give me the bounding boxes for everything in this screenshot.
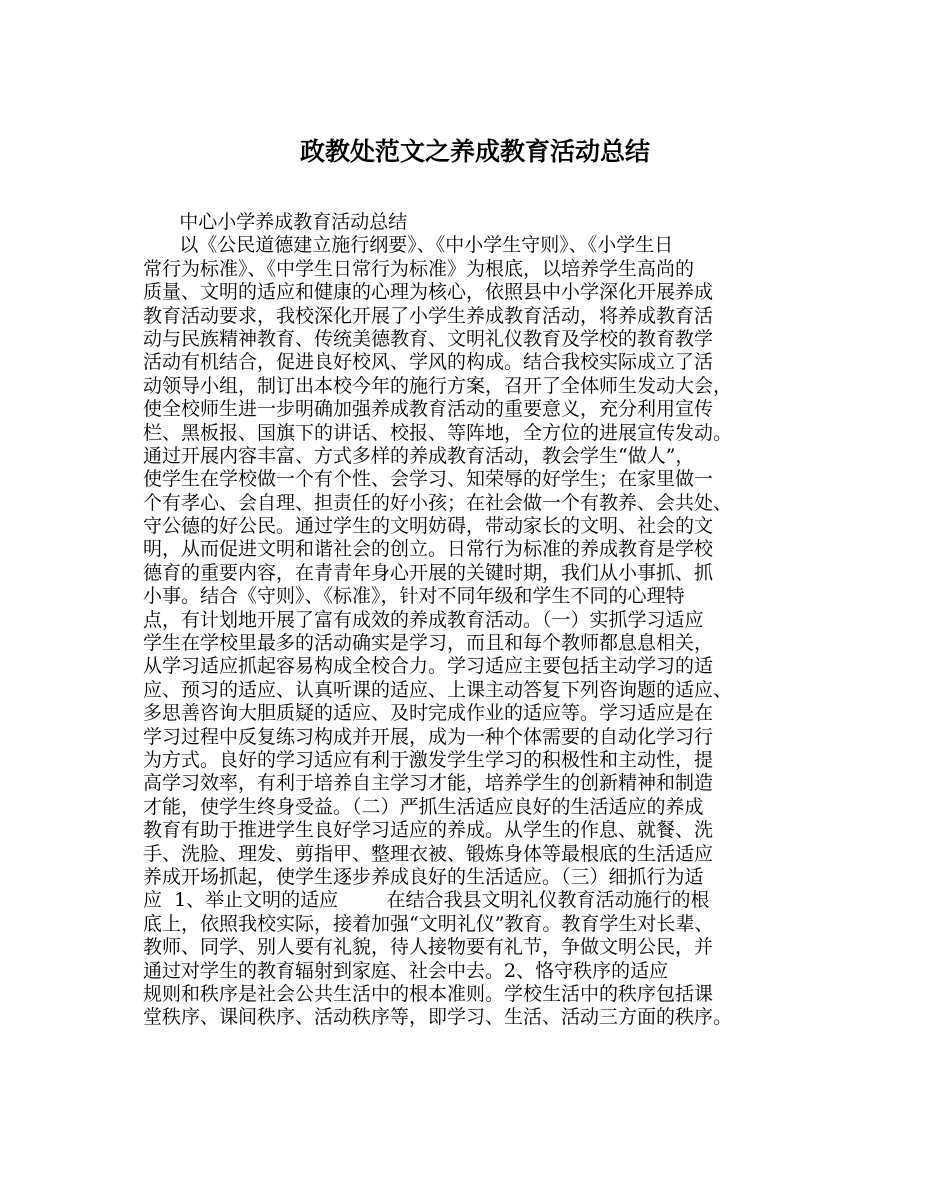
- text-line: 教师、同学、别人要有礼貌，待人接物要有礼节，争做文明公民，并: [143, 936, 714, 959]
- text-line: 小事。结合《守则》、《标准》，针对不同年级和学生不同的心理特: [143, 585, 685, 608]
- text-line: 规则和秩序是社会公共生活中的根本准则。学校生活中的秩序包括课: [143, 982, 714, 1005]
- text-line: 从学习适应抓起容易构成全校合力。学习适应主要包括主动学习的适: [143, 655, 714, 678]
- text-line: 动与民族精神教育、传统美德教育、文明礼仪教育及学校的教育教学: [143, 327, 714, 350]
- text-line: 高学习效率，有利于培养自主学习才能，培养学生的创新精神和制造: [143, 772, 714, 795]
- text-line: 教育有助于推进学生良好学习适应的养成。从学生的作息、就餐、洗: [143, 819, 714, 842]
- text-line: 养成开场抓起，使学生逐步养成良好的生活适应。（三）细抓行为适: [143, 865, 704, 888]
- text-line: 手、洗脸、理发、剪指甲、整理衣被、锻炼身体等最根底的生活适应: [143, 842, 714, 865]
- text-line: 栏、黑板报、国旗下的讲话、校报、等阵地，全方位的进展宣传发动。: [143, 421, 733, 444]
- text-line: 个有孝心、会自理、担责任的好小孩；在社会做一个有教养、会共处、: [143, 491, 733, 514]
- text-line: 活动有机结合，促进良好校风、学风的构成。结合我校实际成立了活: [143, 351, 714, 374]
- text-line: 才能，使学生终身受益。（二）严抓生活适应良好的生活适应的养成: [143, 795, 704, 818]
- text-line: 应 1、举止文明的适应 在结合我县文明礼仪教育活动施行的根: [143, 889, 710, 912]
- text-line: 为方式。良好的学习适应有利于激发学生学习的积极性和主动性，提: [143, 748, 714, 771]
- text-line: 质量、文明的适应和健康的心理为核心，依照县中小学深化开展养成: [143, 281, 714, 304]
- text-line: 明，从而促进文明和谐社会的创立。日常行为标准的养成教育是学校: [143, 538, 714, 561]
- text-line: 堂秩序、课间秩序、活动秩序等，即学习、生活、活动三方面的秩序。: [143, 1006, 733, 1029]
- text-line: 通过开展内容丰富、方式多样的养成教育活动，教会学生“做人”，: [143, 444, 695, 467]
- text-line: 常行为标准》、《中学生日常行为标准》为根底，以培养学生高尚的: [143, 257, 695, 280]
- text-line: 教育活动要求，我校深化开展了小学生养成教育活动，将养成教育活: [143, 304, 714, 327]
- text-line: 守公德的好公民。通过学生的文明妨碍，带动家长的文明、社会的文: [143, 515, 714, 538]
- text-line: 通过对学生的教育辐射到家庭、社会中去。2、恪守秩序的适应: [143, 959, 669, 982]
- text-line: 使全校师生进一步明确加强养成教育活动的重要意义，充分利用宣传: [143, 398, 714, 421]
- text-line: 底上，依照我校实际，接着加强“文明礼仪”教育。教育学生对长辈、: [143, 912, 714, 935]
- text-line: 应、预习的适应、认真听课的适应、上课主动答复下列咨询题的适应、: [143, 678, 733, 701]
- text-line: 学生在学校里最多的活动确实是学习，而且和每个教师都息息相关，: [143, 632, 714, 655]
- text-line: 点，有计划地开展了富有成效的养成教育活动。（一）实抓学习适应: [143, 608, 704, 631]
- text-line: 多思善咨询大胆质疑的适应、及时完成作业的适应等。学习适应是在: [143, 702, 714, 725]
- text-line: 使学生在学校做一个有个性、会学习、知荣辱的好学生；在家里做一: [143, 468, 714, 491]
- document-body: [143, 211, 823, 1030]
- text-line: 以《公民道德建立施行纲要》、《中小学生守则》、《小学生日: [143, 234, 674, 257]
- text-line: 德育的重要内容，在青青年身心开展的关键时期，我们从小事抓、抓: [143, 561, 714, 584]
- document-title: 政教处范文之养成教育活动总结: [299, 137, 650, 166]
- text-line: 中心小学养成教育活动总结: [143, 211, 408, 233]
- text-line: 学习过程中反复练习构成并开展，成为一种个体需要的自动化学习行: [143, 725, 714, 748]
- text-line: 动领导小组，制订出本校今年的施行方案，召开了全体师生发动大会，: [143, 374, 733, 397]
